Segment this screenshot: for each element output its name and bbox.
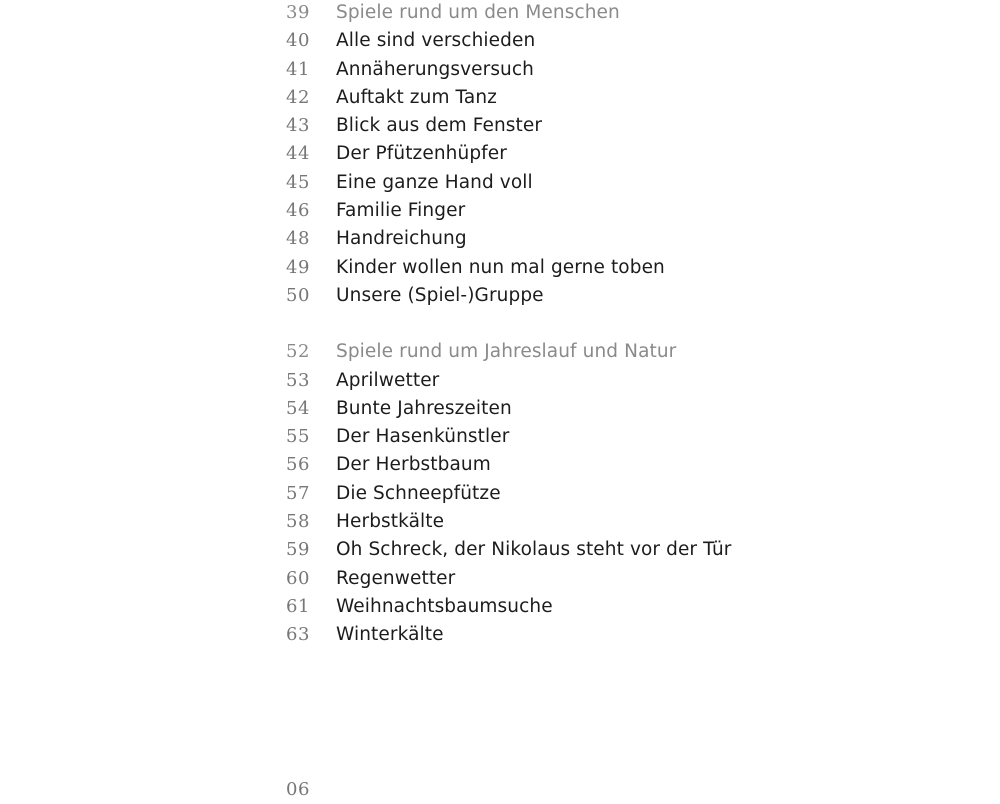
page-number: 55 [286,426,310,448]
entry-title: Auftakt zum Tanz [336,86,497,108]
toc-entry [286,565,846,593]
entry-title: Winterkälte [336,624,444,646]
page-number: 41 [286,58,310,80]
toc-entry [286,112,846,140]
toc-entry [286,169,846,197]
entry-title: Familie Finger [336,200,466,222]
page-number: 52 [286,341,310,363]
entry-title: Der Herbstbaum [336,454,491,476]
toc-entry [286,395,846,423]
entry-title: Eine ganze Hand voll [336,171,533,193]
entry-title: Kinder wollen nun mal gerne toben [336,256,665,278]
page-number: 58 [286,511,310,533]
section-heading [286,338,846,366]
toc-entry [286,451,846,479]
toc-entry [286,27,846,55]
page-number: 43 [286,115,310,137]
entry-title: Weihnachtsbaumsuche [336,595,553,617]
section-heading [286,0,846,27]
page-number: 63 [286,624,310,646]
entry-title: Unsere (Spiel-)Gruppe [336,284,544,306]
toc-entry [286,140,846,168]
toc-section-jahreslauf [286,338,846,649]
page-folio: 06 [286,779,310,800]
entry-title: Blick aus dem Fenster [336,115,543,137]
table-of-contents [286,0,846,650]
page-number: 39 [286,2,310,23]
entry-title: Die Schneepfütze [336,482,501,504]
entry-title: Bunte Jahreszeiten [336,397,512,419]
page-number: 54 [286,397,310,419]
toc-entry [286,593,846,621]
section-title: Spiele rund um den Menschen [336,2,620,23]
toc-entry [286,84,846,112]
entry-title: Regenwetter [336,567,456,589]
page-number: 59 [286,539,310,561]
toc-entry [286,508,846,536]
page-number: 53 [286,369,310,391]
toc-entry [286,282,846,310]
entry-title: Oh Schreck, der Nikolaus steht vor der Tür [336,539,732,561]
entry-title: Herbstkälte [336,511,445,533]
toc-entry [286,367,846,395]
page-number: 49 [286,256,310,278]
entry-title: Alle sind verschieden [336,30,536,52]
section-title: Spiele rund um Jahreslauf und Natur [336,341,677,363]
entry-title: Annäherungsversuch [336,58,534,80]
toc-section-menschen [286,0,846,310]
page-number: 45 [286,171,310,193]
toc-entry [286,254,846,282]
toc-entry [286,56,846,84]
page-number: 48 [286,228,310,250]
entry-title: Aprilwetter [336,369,440,391]
page-number: 61 [286,595,310,617]
toc-entry [286,621,846,649]
page-number: 44 [286,143,310,165]
toc-entry [286,197,846,225]
toc-entry [286,423,846,451]
page-number: 46 [286,200,310,222]
entry-title: Der Hasenkünstler [336,426,510,448]
page-number: 42 [286,86,310,108]
page-number: 56 [286,454,310,476]
toc-entry [286,536,846,564]
page-number: 40 [286,30,310,52]
entry-title: Der Pfützenhüpfer [336,143,507,165]
toc-entry [286,480,846,508]
toc-entry [286,225,846,253]
page-number: 50 [286,284,310,306]
page-number: 57 [286,482,310,504]
page-number: 60 [286,567,310,589]
entry-title: Handreichung [336,228,467,250]
